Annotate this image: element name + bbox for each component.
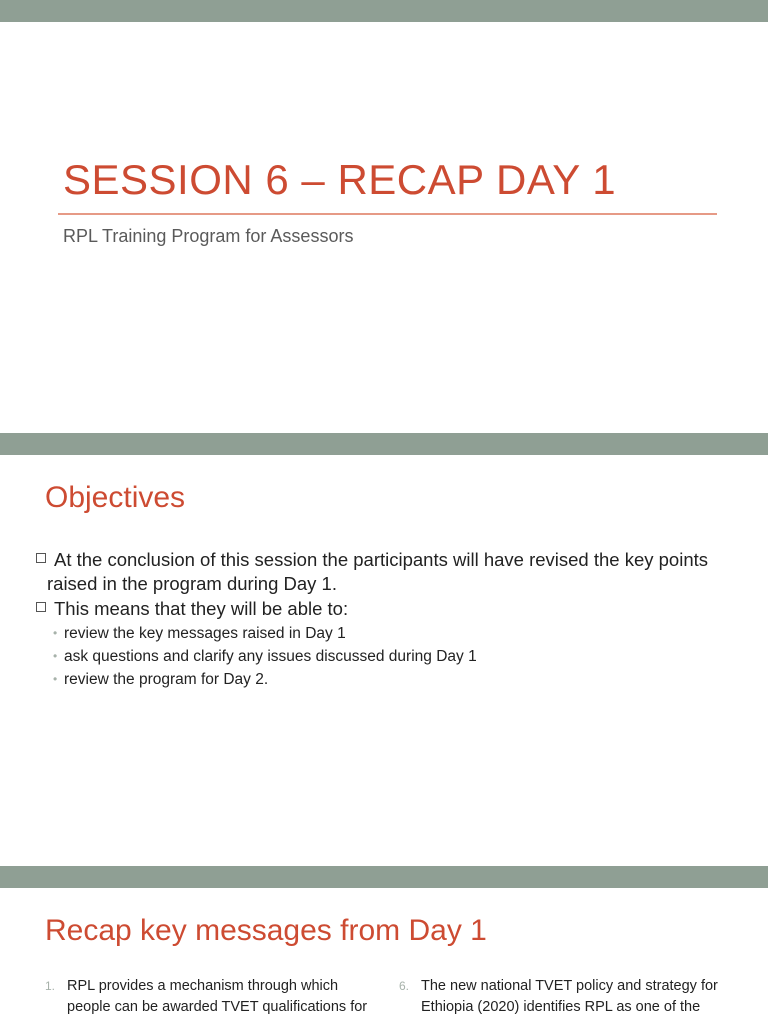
dot-bullet-icon: • — [53, 626, 58, 640]
item-number: 6. — [399, 979, 410, 993]
dot-bullet-icon: • — [53, 672, 58, 686]
bullet-text: This means that they will be able to: — [54, 598, 349, 619]
slide-objectives — [0, 455, 768, 866]
slide-title — [0, 22, 768, 433]
slide-recap — [0, 888, 768, 1024]
slide-separator — [0, 866, 768, 888]
numbered-item — [45, 976, 382, 1018]
bullet-item — [36, 597, 736, 621]
sub-bullet-text: review the program for Day 2. — [64, 671, 269, 688]
title-underline — [58, 213, 717, 215]
numbered-item — [399, 976, 726, 1018]
dot-bullet-icon: • — [53, 649, 58, 663]
objectives-bullets — [36, 548, 736, 691]
item-text: The new national TVET policy and strategy for Ethiopia (2020) identifies RPL as one of the — [421, 978, 718, 1015]
sub-bullet-item — [36, 622, 736, 645]
slide-separator — [0, 433, 768, 455]
objectives-heading: Objectives — [45, 481, 186, 514]
recap-heading: Recap key messages from Day 1 — [45, 914, 487, 947]
item-number: 1. — [45, 979, 56, 993]
slide-title-heading: SESSION 6 – RECAP DAY 1 — [63, 156, 617, 203]
square-bullet-icon — [36, 553, 46, 563]
bullet-text: At the conclusion of this session the participants will have revised the key points raised in the program during Day 1. — [47, 549, 709, 594]
bullet-item — [36, 548, 736, 596]
sub-bullet-text: review the key messages raised in Day 1 — [64, 625, 346, 642]
slide-separator-top — [0, 0, 768, 22]
sub-bullet-item — [36, 645, 736, 668]
slide-subtitle: RPL Training Program for Assessors — [63, 226, 354, 246]
sub-bullet-item — [36, 668, 736, 691]
item-text: RPL provides a mechanism through which people can be awarded TVET qualifications for — [67, 978, 368, 1015]
sub-bullet-text: ask questions and clarify any issues discussed during Day 1 — [64, 648, 477, 665]
square-bullet-icon — [36, 602, 46, 612]
